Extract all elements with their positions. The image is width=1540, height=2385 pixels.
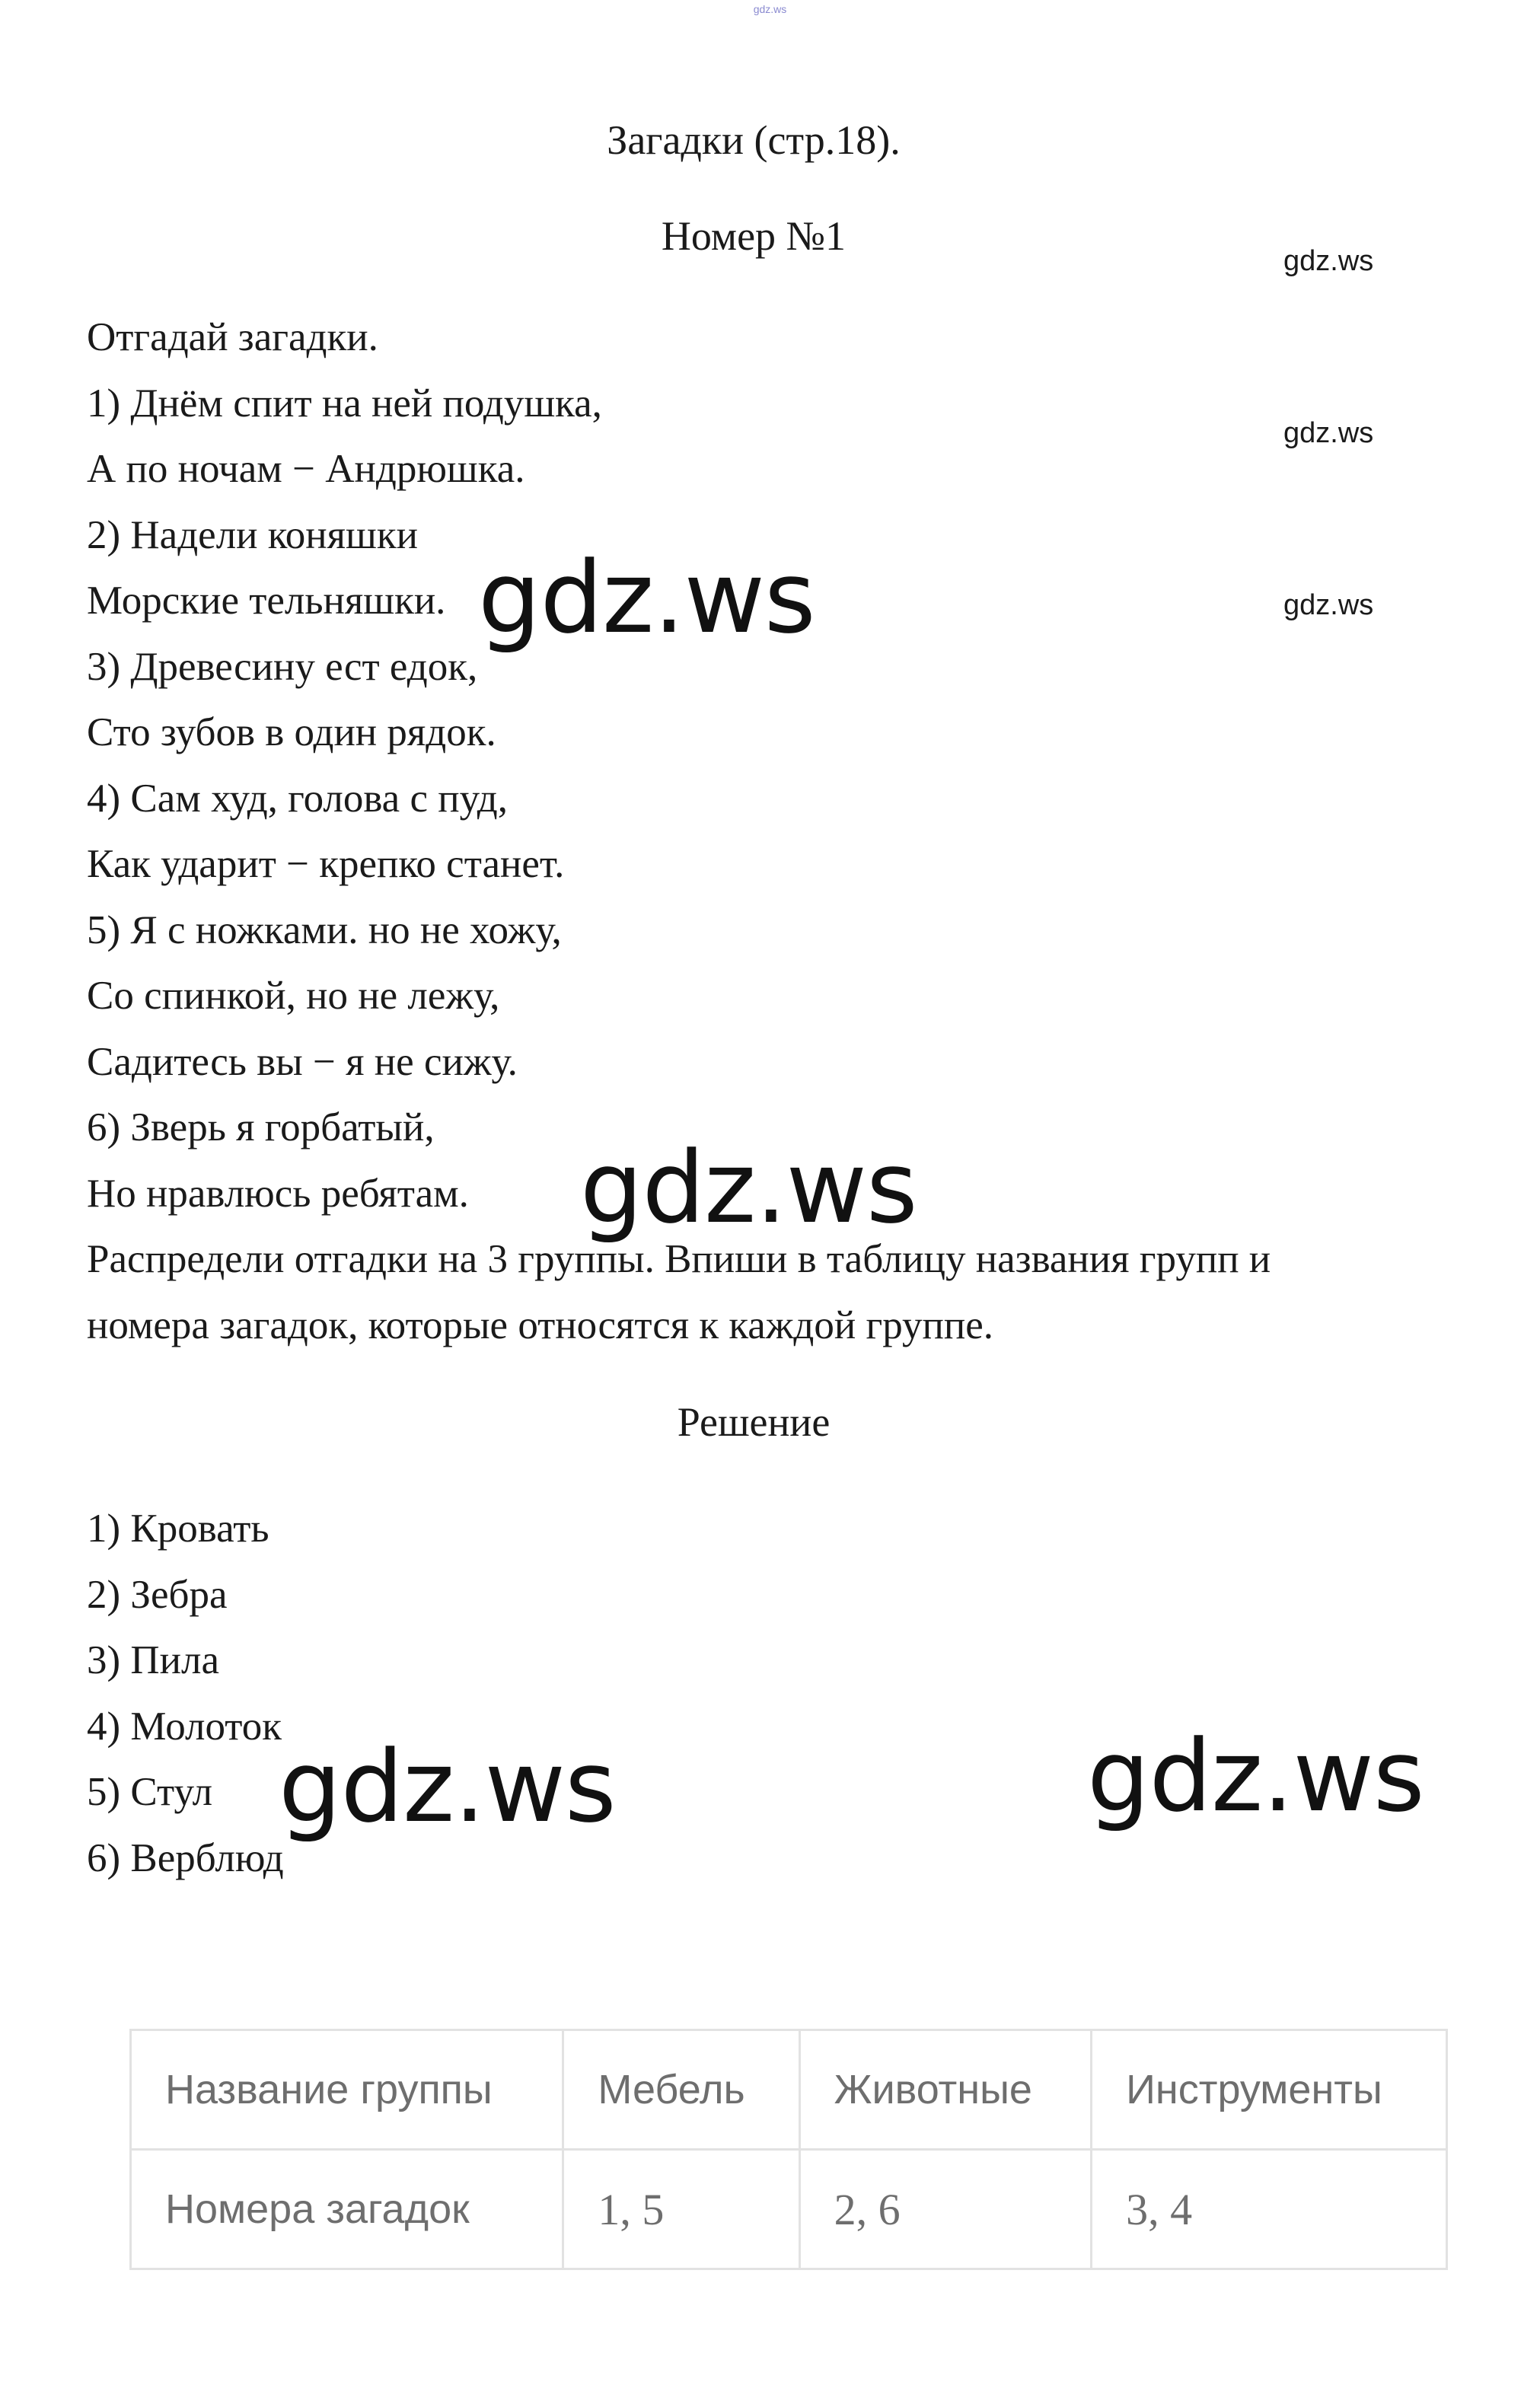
groups-table bbox=[129, 2029, 1448, 2270]
task-line: Морские тельняшки. bbox=[87, 579, 446, 623]
task-line: 1) Днём спит на ней подушка, bbox=[87, 381, 602, 426]
task-line: Как ударит − крепко станет. bbox=[87, 842, 565, 886]
task-line: Но нравлюсь ребятам. bbox=[87, 1171, 469, 1216]
table-cell: Номера загадок bbox=[131, 2150, 563, 2269]
task-line: 3) Древесину ест едок, bbox=[87, 644, 478, 689]
top-watermark: gdz.ws bbox=[753, 3, 787, 15]
table-row bbox=[131, 2030, 1447, 2150]
table-cell: Название группы bbox=[131, 2030, 563, 2150]
answer-item: 6) Верблюд bbox=[87, 1835, 284, 1880]
answer-item: 1) Кровать bbox=[87, 1507, 269, 1551]
task-line: Со спинкой, но не лежу, bbox=[87, 974, 500, 1018]
table-cell: Инструменты bbox=[1092, 2030, 1447, 2150]
answer-item: 2) Зебра bbox=[87, 1572, 228, 1617]
answer-item: 4) Молоток bbox=[87, 1704, 282, 1749]
task-line: 2) Надели коняшки bbox=[87, 512, 418, 557]
answers-list bbox=[87, 1496, 284, 1891]
exercise-number: Номер №1 bbox=[661, 213, 847, 259]
table-cell: Животные bbox=[799, 2030, 1092, 2150]
task-line: А по ночам − Андрюшка. bbox=[87, 447, 525, 491]
answer-item: 5) Стул bbox=[87, 1770, 213, 1814]
page-title: Загадки (стр.18). bbox=[607, 117, 901, 163]
watermark-small: gdz.ws bbox=[1283, 417, 1374, 449]
table-cell: Мебель bbox=[563, 2030, 799, 2150]
table-cell: 3, 4 bbox=[1092, 2150, 1447, 2269]
task-line: 6) Зверь я горбатый, bbox=[87, 1105, 435, 1149]
task-line: номера загадок, которые относятся к каждой группе. bbox=[87, 1303, 994, 1347]
watermark-large: gdz.ws bbox=[478, 540, 815, 655]
watermark-large: gdz.ws bbox=[580, 1130, 917, 1245]
task-line: 4) Сам худ, голова с пуд, bbox=[87, 776, 508, 821]
watermark-large: gdz.ws bbox=[1087, 1718, 1424, 1834]
answer-item: 3) Пила bbox=[87, 1638, 220, 1682]
watermark-small: gdz.ws bbox=[1283, 589, 1374, 621]
task-line: Распредели отгадки на 3 группы. Впиши в таблицу названия групп и bbox=[87, 1237, 1271, 1281]
watermark-large: gdz.ws bbox=[279, 1729, 616, 1845]
table-cell: 2, 6 bbox=[799, 2150, 1092, 2269]
task-line: Сто зубов в один рядок. bbox=[87, 710, 496, 754]
task-line: Отгадай загадки. bbox=[87, 315, 378, 359]
watermark-small: gdz.ws bbox=[1283, 245, 1374, 277]
solution-heading: Решение bbox=[677, 1399, 831, 1445]
table-row bbox=[131, 2150, 1447, 2269]
task-line: Садитесь вы − я не сижу. bbox=[87, 1039, 518, 1084]
task-line: 5) Я с ножками. но не хожу, bbox=[87, 907, 562, 952]
table-cell: 1, 5 bbox=[563, 2150, 799, 2269]
